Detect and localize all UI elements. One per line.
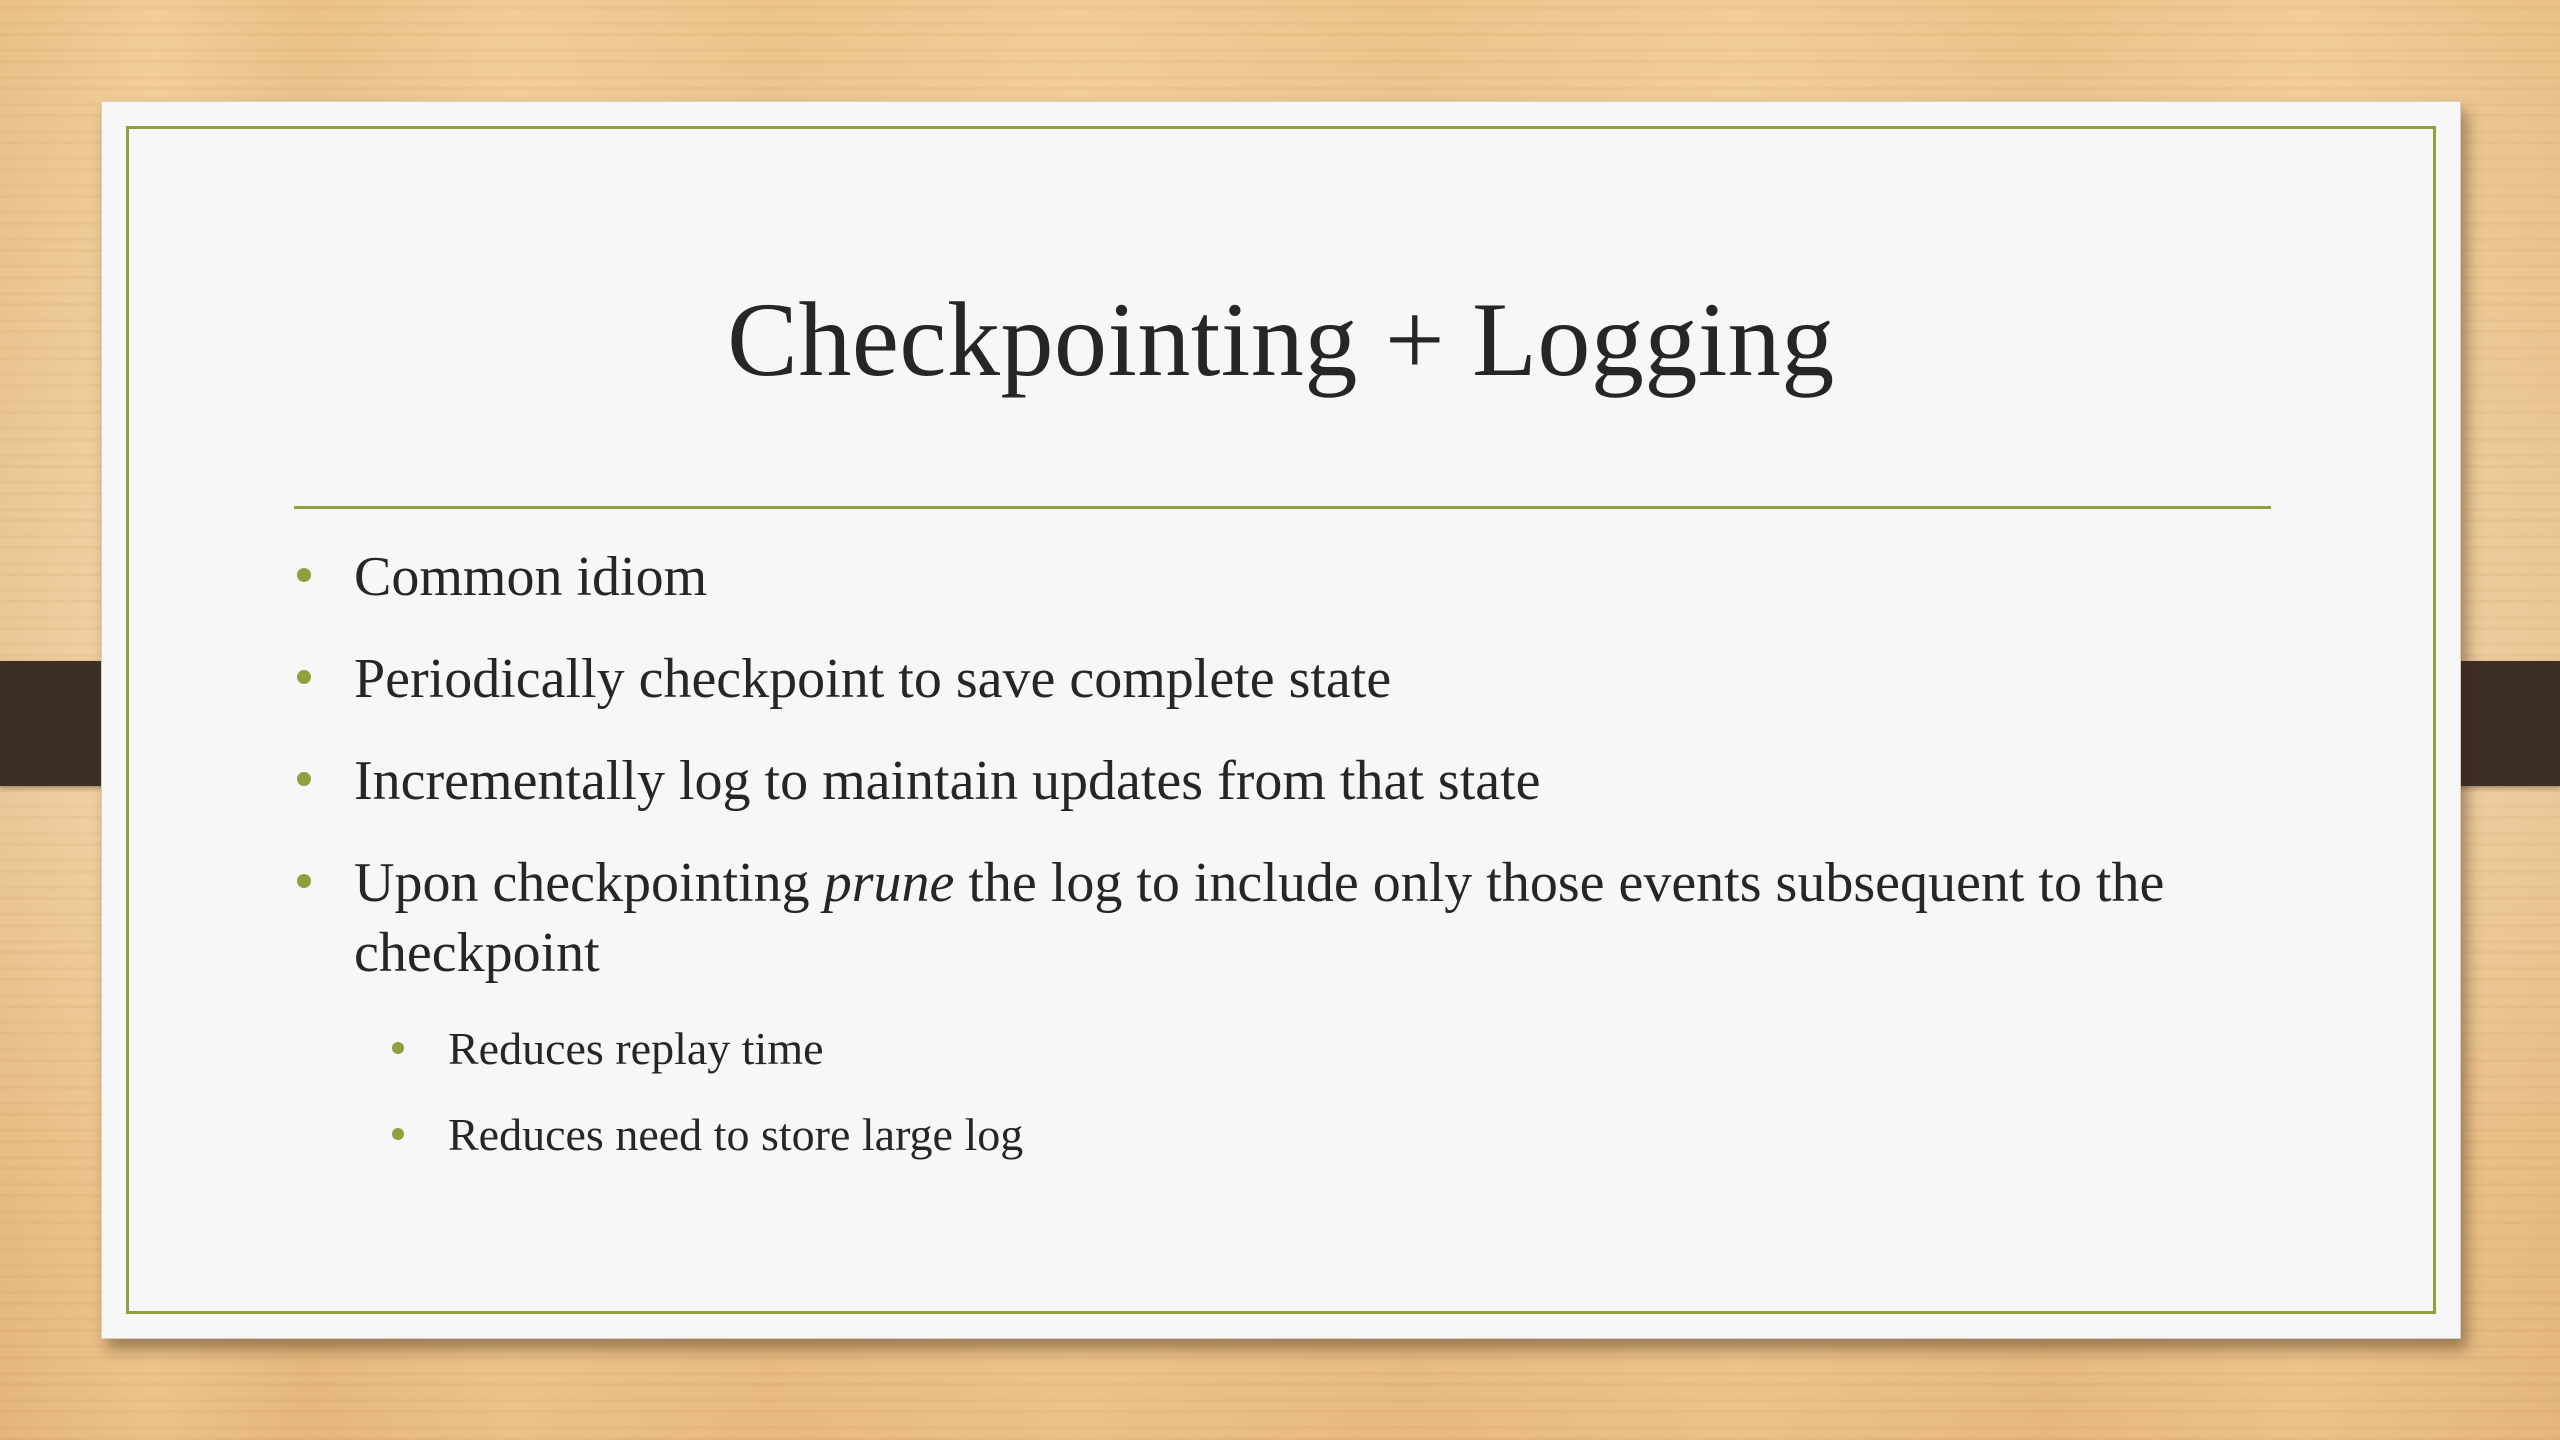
bullet-text: Periodically checkpoint to save complete state [354, 648, 1392, 710]
bullet-item [294, 746, 2294, 816]
bullet-text: Incrementally log to maintain updates from that state [354, 750, 1541, 812]
sub-bullet-text: Reduces need to store large log [448, 1109, 1024, 1160]
bullet-text-end: the log to include only those events subsequent to the checkpoint [354, 852, 2165, 984]
sub-bullet-item [390, 1020, 2294, 1078]
sub-bullet-text: Reduces replay time [448, 1023, 824, 1074]
slide-title: Checkpointing + Logging [727, 281, 1835, 398]
bullet-text-emphasis: prune [823, 852, 955, 914]
title-divider [294, 506, 2271, 509]
bullet-item [294, 848, 2264, 988]
slide [101, 101, 2461, 1339]
bullet-text: Common idiom [354, 546, 708, 608]
bullet-item [294, 542, 2294, 612]
bullet-item [294, 644, 2294, 714]
sub-bullet-item [390, 1106, 2294, 1164]
bullet-text-start: Upon checkpointing [354, 852, 824, 914]
bullet-list [294, 542, 2294, 1192]
